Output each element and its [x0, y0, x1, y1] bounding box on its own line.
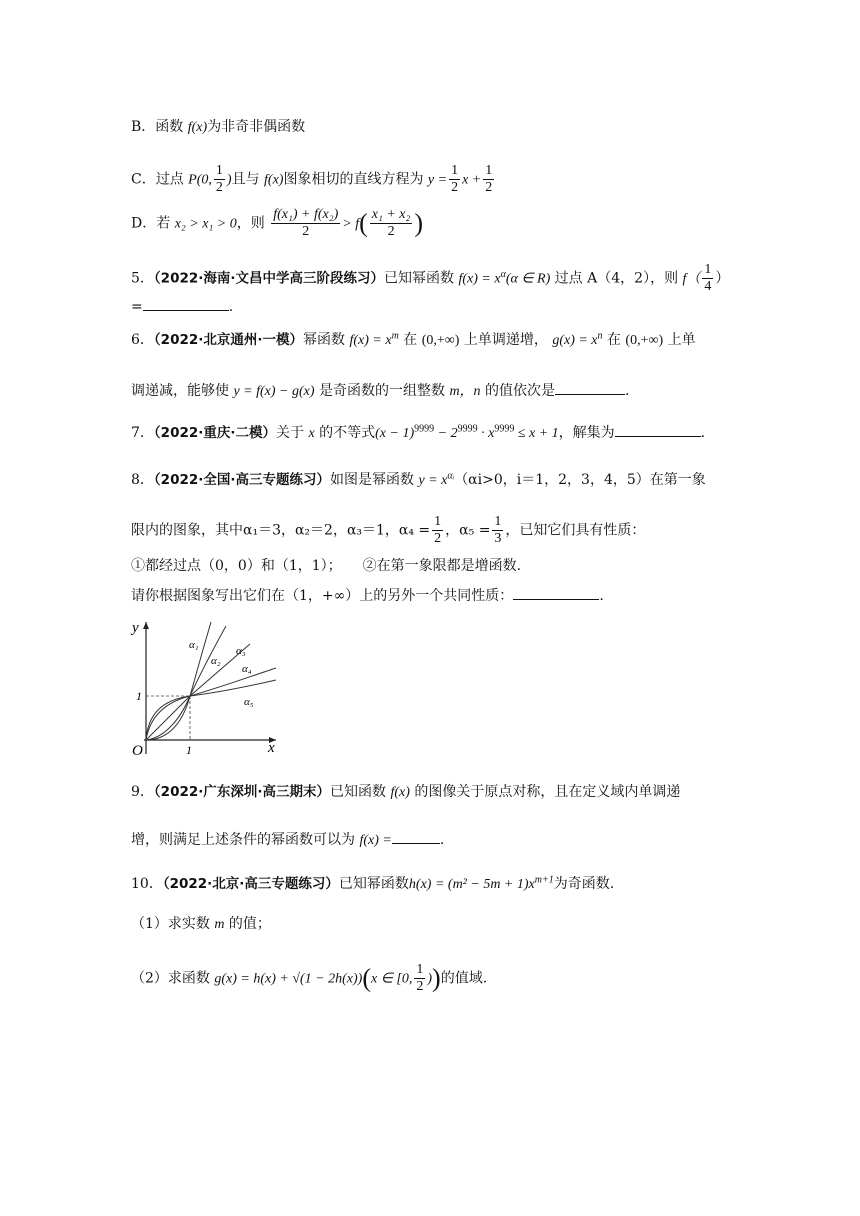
- x-axis-label: x: [268, 740, 275, 756]
- math-expr: ≤ x + 1: [514, 426, 559, 441]
- question-text: （2）求函数: [131, 970, 215, 987]
- math-paren: ): [427, 971, 433, 987]
- question-source: （2022·北京·高三专题练习）: [162, 876, 339, 892]
- math-exp: 9999: [457, 423, 478, 435]
- option-letter: C．: [131, 171, 156, 188]
- answer-blank[interactable]: [555, 380, 625, 395]
- frac-num: 1: [215, 163, 223, 178]
- math-expr: y = f(x) − g(x): [233, 384, 315, 399]
- question-8-line3: ①都经过点（0，0）和（1，1）； ②在第一象限都是增函数.: [131, 558, 522, 574]
- math-paren: ): [226, 172, 232, 188]
- math-func: f(x) =: [359, 833, 392, 848]
- question-text: 过点: [550, 270, 588, 287]
- math-interval: (0,+∞): [421, 333, 460, 348]
- period: .: [625, 383, 630, 399]
- question-text: 请你根据图象写出它们在（1，+∞）上的另外一个共同性质：: [131, 588, 514, 604]
- question-text: 上单: [663, 332, 696, 348]
- curve-label-alpha4: α₄: [242, 663, 252, 675]
- math-fx: f(x): [264, 172, 284, 188]
- question-text: 上单调递增，: [459, 332, 553, 348]
- question-10: [131, 874, 614, 895]
- option-text: ，则: [236, 215, 270, 232]
- math-domain: x ∈ [0,: [371, 971, 413, 987]
- math-point: A（4，2）: [587, 270, 651, 287]
- frac-den: 3: [494, 531, 502, 546]
- frac-num: 1: [485, 163, 493, 178]
- frac-den: 2: [434, 531, 442, 546]
- question-6-line2: [131, 380, 629, 402]
- question-text: 的值依次是: [480, 383, 556, 399]
- frac-den: 2: [416, 979, 424, 994]
- math-expr: (x − 1): [375, 426, 415, 441]
- math-exp: m: [391, 330, 399, 342]
- question-text: 幂函数: [303, 332, 350, 348]
- fraction: [449, 163, 460, 196]
- fraction: [414, 962, 425, 995]
- fraction: [214, 163, 225, 196]
- math-func: f(x): [390, 785, 410, 800]
- question-text: 的值；: [224, 916, 271, 932]
- question-text: 如图是幂函数: [330, 472, 419, 488]
- question-text: ，则: [650, 270, 683, 287]
- y-axis-arrow: [143, 622, 149, 629]
- option-text: 图象相切的直线方程为: [283, 171, 428, 188]
- question-text: （1）求实数: [131, 916, 215, 932]
- math-exp: αᵢ: [447, 470, 455, 482]
- question-number: 6．: [131, 332, 154, 348]
- paren-left: (: [362, 963, 371, 993]
- question-text: 已知函数: [330, 784, 391, 800]
- question-5-answer: [131, 296, 233, 317]
- paren-right: ): [432, 963, 441, 993]
- option-letter: B．: [131, 119, 156, 135]
- frac-num: x₁ + x₂: [371, 207, 411, 222]
- question-7: [131, 422, 705, 444]
- frac-num: 1: [704, 262, 712, 277]
- paren-right: ): [414, 208, 424, 238]
- math-var: x: [308, 426, 315, 441]
- tick-label-x1: 1: [186, 743, 192, 756]
- question-source: （2022·北京通州·一模）: [153, 332, 304, 348]
- math-var: m: [214, 917, 225, 932]
- option-b: [131, 117, 305, 138]
- math-exp: 9999: [494, 423, 515, 435]
- option-text: 为非奇非偶函数: [207, 119, 306, 135]
- question-text: 关于: [276, 425, 309, 441]
- frac-den: 2: [485, 180, 493, 195]
- math-fx: f(x): [187, 120, 208, 135]
- question-8-line4: [131, 585, 604, 606]
- frac-den: 2: [215, 180, 223, 195]
- option-text: 函数: [155, 119, 188, 135]
- curve-label-alpha5: α₅: [244, 696, 254, 708]
- frac-den: 2: [302, 224, 310, 239]
- question-text: 增，则满足上述条件的幂函数可以为: [131, 832, 360, 848]
- frac-num: 1: [494, 514, 502, 529]
- question-number: 8．: [131, 472, 154, 488]
- math-expr: − 2: [434, 426, 458, 441]
- period: .: [599, 588, 604, 604]
- question-source: （2022·海南·文昌中学高三阶段练习）: [153, 270, 385, 287]
- answer-blank[interactable]: [615, 422, 701, 437]
- frac-num: 1: [416, 962, 424, 977]
- question-5: [131, 262, 729, 295]
- curve-alpha2: [146, 626, 226, 740]
- option-d: [131, 207, 423, 240]
- period: .: [228, 299, 234, 315]
- question-10-part1: [131, 914, 271, 935]
- math-cond: (α ∈ R): [505, 271, 551, 287]
- question-text: 调递减，能够使: [131, 383, 234, 399]
- option-text: 若: [156, 215, 175, 232]
- period: .: [439, 832, 445, 848]
- frac-den: 2: [387, 224, 395, 239]
- question-text: （αi>0，i＝1，2，3，4，5）在第一象: [454, 472, 706, 488]
- math-interval: (0,+∞): [625, 333, 664, 348]
- question-text: 在: [398, 332, 422, 348]
- question-10-part2: [131, 962, 487, 995]
- question-text: ，已知它们具有性质：: [505, 522, 646, 539]
- math-eq: x +: [462, 172, 482, 188]
- question-text: 已知幂函数: [338, 876, 409, 892]
- question-number: 7．: [131, 425, 154, 441]
- frac-den: 2: [451, 180, 459, 195]
- power-function-graph: [126, 616, 286, 756]
- question-text: 是奇函数的一组整数: [314, 383, 450, 399]
- math-cond: x₂ > x₁ > 0: [174, 216, 237, 232]
- question-6: [131, 330, 696, 351]
- answer-blank[interactable]: [143, 296, 229, 311]
- curve-label-alpha1: α₁: [189, 639, 199, 651]
- math-func: f(x) = x: [458, 271, 501, 287]
- curve-alpha1: [146, 622, 211, 740]
- fraction: [370, 207, 413, 240]
- math-func: y = x: [418, 473, 448, 488]
- paren-left: (: [359, 208, 368, 238]
- fraction: [492, 514, 503, 547]
- option-text: 且与: [231, 171, 265, 188]
- frac-num: f(x₁) + f(x₂): [273, 207, 339, 222]
- question-9: [131, 782, 680, 803]
- answer-blank[interactable]: [513, 585, 599, 600]
- fraction: [702, 262, 713, 295]
- math-exp: α: [500, 268, 506, 280]
- math-func: g(x) = h(x) + √(1 − 2h(x)): [214, 971, 363, 987]
- math-exp: 9999: [414, 423, 435, 435]
- option-c: [131, 163, 496, 196]
- fraction: [271, 207, 340, 240]
- question-source: （2022·广东深圳·高三期末）: [153, 784, 331, 800]
- y-axis-label: y: [132, 620, 139, 636]
- curve-label-alpha2: α₂: [211, 655, 221, 667]
- math-vars: m，n: [449, 384, 481, 399]
- option-text: 过点: [155, 171, 189, 188]
- question-text: ，解集为: [558, 425, 615, 441]
- math-paren: ）: [715, 270, 730, 287]
- frac-den: 4: [704, 279, 712, 294]
- math-expr: · x: [477, 426, 495, 441]
- curve-alpha3: [146, 644, 250, 740]
- question-number: 5．: [131, 270, 154, 287]
- question-text: ，α₅ =: [445, 522, 491, 539]
- math-func: f(x) = x: [349, 333, 392, 348]
- origin-label: O: [132, 743, 143, 756]
- math-func: h(x) = (m² − 5m + 1)x: [408, 877, 535, 892]
- fraction: [483, 163, 494, 196]
- math-eq: > f: [342, 216, 360, 232]
- question-text: 为奇函数.: [553, 876, 615, 892]
- period: .: [700, 425, 706, 441]
- question-text: 的不等式: [314, 425, 376, 441]
- question-source: （2022·重庆·二模）: [153, 425, 277, 441]
- question-text: 的图像关于原点对称，且在定义域内单调递: [409, 784, 681, 800]
- math-func: g(x) = x: [552, 333, 598, 348]
- tick-label-y1: 1: [136, 689, 142, 703]
- question-number: 9．: [131, 784, 154, 800]
- math-func: f（: [682, 271, 701, 287]
- question-text: 的值域.: [440, 970, 488, 987]
- question-text: 限内的图象，其中α₁＝3，α₂＝2，α₃＝1，α₄ =: [131, 522, 431, 539]
- option-letter: D．: [131, 215, 157, 232]
- math-eq: y =: [427, 172, 448, 188]
- question-text: 在: [602, 332, 626, 348]
- curve-label-alpha3: α₃: [236, 645, 246, 657]
- question-8: [131, 470, 706, 491]
- frac-num: 1: [434, 514, 442, 529]
- question-8-line2: [131, 514, 645, 547]
- question-text: 已知幂函数: [384, 270, 459, 287]
- math-exp: n: [597, 330, 603, 342]
- fraction: [432, 514, 443, 547]
- question-9-line2: [131, 829, 444, 851]
- question-number: 10．: [131, 876, 163, 892]
- math-exp: m+1: [534, 874, 554, 886]
- equals-sign: =: [131, 299, 143, 315]
- frac-num: 1: [451, 163, 459, 178]
- answer-blank[interactable]: [392, 829, 440, 844]
- question-source: （2022·全国·高三专题练习）: [153, 472, 331, 488]
- math-point: P(0,: [188, 172, 212, 188]
